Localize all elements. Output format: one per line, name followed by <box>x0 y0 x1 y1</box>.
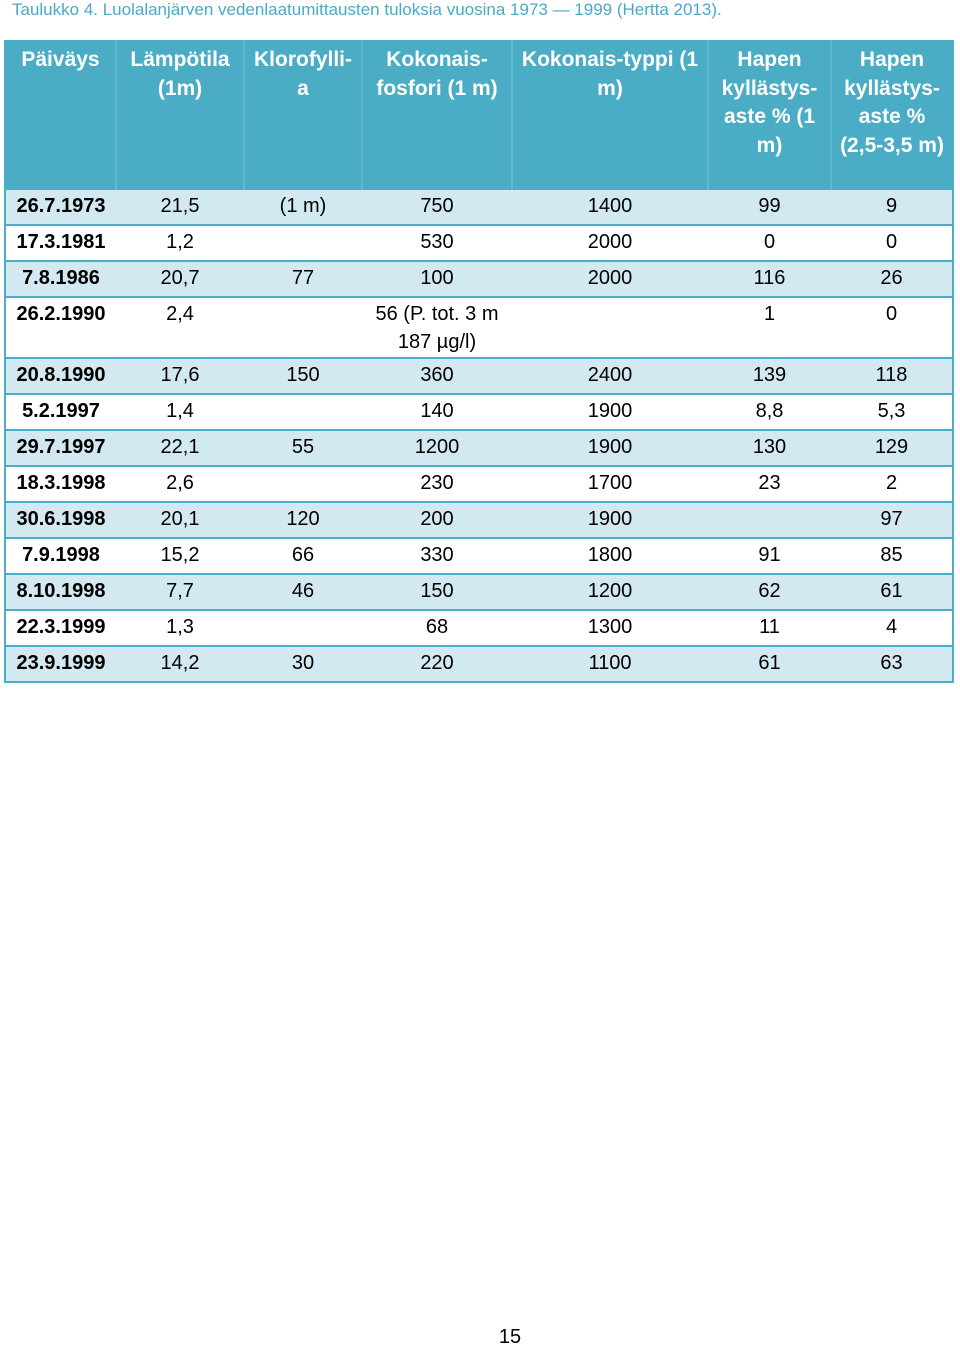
cell-oxygen-saturation-1m: 8,8 <box>708 394 831 430</box>
cell-total-nitrogen: 2000 <box>512 261 708 297</box>
cell-total-nitrogen: 2000 <box>512 225 708 261</box>
cell-oxygen-saturation-1m: 11 <box>708 610 831 646</box>
cell-oxygen-saturation-1m: 23 <box>708 466 831 502</box>
table-row <box>5 430 953 466</box>
table-caption: Taulukko 4. Luolalanjärven vedenlaatumittausten tuloksia vuosina 1973 — 1999 (Hertta 2013). <box>12 0 722 19</box>
cell-oxygen-saturation-1m: 116 <box>708 261 831 297</box>
column-header-oxygen-saturation-1m: Hapen kyllästys-aste % (1 m) <box>708 41 831 189</box>
cell-temperature: 1,3 <box>116 610 244 646</box>
cell-temperature: 1,4 <box>116 394 244 430</box>
cell-total-nitrogen: 1900 <box>512 502 708 538</box>
cell-temperature: 21,5 <box>116 189 244 225</box>
cell-chlorophyll <box>244 297 362 358</box>
column-header-temperature: Lämpötila (1m) <box>116 41 244 189</box>
table-row <box>5 261 953 297</box>
column-header-chlorophyll: Klorofylli-a <box>244 41 362 189</box>
cell-total-nitrogen: 1900 <box>512 394 708 430</box>
table-row <box>5 466 953 502</box>
cell-oxygen-saturation-deep: 2 <box>831 466 953 502</box>
cell-oxygen-saturation-deep: 61 <box>831 574 953 610</box>
table-row <box>5 358 953 394</box>
cell-oxygen-saturation-1m: 130 <box>708 430 831 466</box>
cell-total-nitrogen: 1100 <box>512 646 708 682</box>
cell-oxygen-saturation-deep: 26 <box>831 261 953 297</box>
cell-chlorophyll: (1 m) <box>244 189 362 225</box>
cell-total-phosphorus: 360 <box>362 358 512 394</box>
cell-total-phosphorus: 140 <box>362 394 512 430</box>
cell-date: 26.2.1990 <box>5 297 116 358</box>
cell-temperature: 2,6 <box>116 466 244 502</box>
table-row <box>5 225 953 261</box>
cell-temperature: 17,6 <box>116 358 244 394</box>
cell-total-phosphorus: 68 <box>362 610 512 646</box>
column-header-date: Päiväys <box>5 41 116 189</box>
cell-total-phosphorus: 150 <box>362 574 512 610</box>
cell-oxygen-saturation-1m: 62 <box>708 574 831 610</box>
cell-total-nitrogen: 1200 <box>512 574 708 610</box>
cell-oxygen-saturation-1m: 99 <box>708 189 831 225</box>
cell-total-nitrogen: 1300 <box>512 610 708 646</box>
cell-oxygen-saturation-deep: 5,3 <box>831 394 953 430</box>
cell-oxygen-saturation-1m <box>708 502 831 538</box>
cell-total-nitrogen: 1900 <box>512 430 708 466</box>
cell-oxygen-saturation-deep: 118 <box>831 358 953 394</box>
cell-total-phosphorus: 750 <box>362 189 512 225</box>
table-row <box>5 502 953 538</box>
cell-date: 20.8.1990 <box>5 358 116 394</box>
cell-chlorophyll <box>244 466 362 502</box>
cell-date: 30.6.1998 <box>5 502 116 538</box>
cell-total-phosphorus: 330 <box>362 538 512 574</box>
cell-date: 5.2.1997 <box>5 394 116 430</box>
cell-total-nitrogen <box>512 297 708 358</box>
cell-date: 23.9.1999 <box>5 646 116 682</box>
cell-oxygen-saturation-deep: 0 <box>831 297 953 358</box>
cell-chlorophyll: 30 <box>244 646 362 682</box>
cell-chlorophyll: 55 <box>244 430 362 466</box>
cell-date: 7.8.1986 <box>5 261 116 297</box>
cell-date: 18.3.1998 <box>5 466 116 502</box>
cell-oxygen-saturation-deep: 85 <box>831 538 953 574</box>
column-header-total-nitrogen: Kokonais-typpi (1 m) <box>512 41 708 189</box>
table-row <box>5 574 953 610</box>
water-quality-table <box>4 40 954 683</box>
cell-oxygen-saturation-1m: 1 <box>708 297 831 358</box>
cell-temperature: 15,2 <box>116 538 244 574</box>
column-header-total-phosphorus: Kokonais-fosfori (1 m) <box>362 41 512 189</box>
cell-oxygen-saturation-deep: 4 <box>831 610 953 646</box>
cell-oxygen-saturation-deep: 97 <box>831 502 953 538</box>
cell-total-nitrogen: 1800 <box>512 538 708 574</box>
table-header-row <box>5 41 953 189</box>
table-row <box>5 610 953 646</box>
cell-oxygen-saturation-deep: 9 <box>831 189 953 225</box>
cell-oxygen-saturation-deep: 0 <box>831 225 953 261</box>
table-row <box>5 538 953 574</box>
cell-oxygen-saturation-1m: 61 <box>708 646 831 682</box>
cell-total-phosphorus: 56 (P. tot. 3 m 187 µg/l) <box>362 297 512 358</box>
cell-total-phosphorus: 1200 <box>362 430 512 466</box>
cell-date: 17.3.1981 <box>5 225 116 261</box>
cell-oxygen-saturation-1m: 0 <box>708 225 831 261</box>
cell-date: 26.7.1973 <box>5 189 116 225</box>
cell-oxygen-saturation-1m: 139 <box>708 358 831 394</box>
cell-total-nitrogen: 1400 <box>512 189 708 225</box>
cell-date: 22.3.1999 <box>5 610 116 646</box>
table-row <box>5 394 953 430</box>
cell-chlorophyll <box>244 610 362 646</box>
cell-total-phosphorus: 530 <box>362 225 512 261</box>
cell-chlorophyll: 66 <box>244 538 362 574</box>
cell-date: 29.7.1997 <box>5 430 116 466</box>
cell-total-phosphorus: 200 <box>362 502 512 538</box>
cell-date: 7.9.1998 <box>5 538 116 574</box>
cell-oxygen-saturation-deep: 129 <box>831 430 953 466</box>
cell-chlorophyll <box>244 394 362 430</box>
cell-temperature: 14,2 <box>116 646 244 682</box>
table-row <box>5 646 953 682</box>
cell-temperature: 22,1 <box>116 430 244 466</box>
cell-chlorophyll: 150 <box>244 358 362 394</box>
cell-total-phosphorus: 100 <box>362 261 512 297</box>
cell-temperature: 1,2 <box>116 225 244 261</box>
cell-temperature: 20,7 <box>116 261 244 297</box>
cell-chlorophyll: 46 <box>244 574 362 610</box>
column-header-oxygen-saturation-deep: Hapen kyllästys-aste % (2,5-3,5 m) <box>831 41 953 189</box>
cell-temperature: 20,1 <box>116 502 244 538</box>
cell-total-nitrogen: 2400 <box>512 358 708 394</box>
cell-temperature: 7,7 <box>116 574 244 610</box>
table-row <box>5 297 953 358</box>
cell-date: 8.10.1998 <box>5 574 116 610</box>
page-number: 15 <box>498 1326 522 1348</box>
cell-total-phosphorus: 230 <box>362 466 512 502</box>
cell-total-nitrogen: 1700 <box>512 466 708 502</box>
cell-temperature: 2,4 <box>116 297 244 358</box>
cell-chlorophyll: 120 <box>244 502 362 538</box>
cell-oxygen-saturation-deep: 63 <box>831 646 953 682</box>
cell-chlorophyll <box>244 225 362 261</box>
cell-total-phosphorus: 220 <box>362 646 512 682</box>
cell-chlorophyll: 77 <box>244 261 362 297</box>
table-row <box>5 189 953 225</box>
cell-oxygen-saturation-1m: 91 <box>708 538 831 574</box>
